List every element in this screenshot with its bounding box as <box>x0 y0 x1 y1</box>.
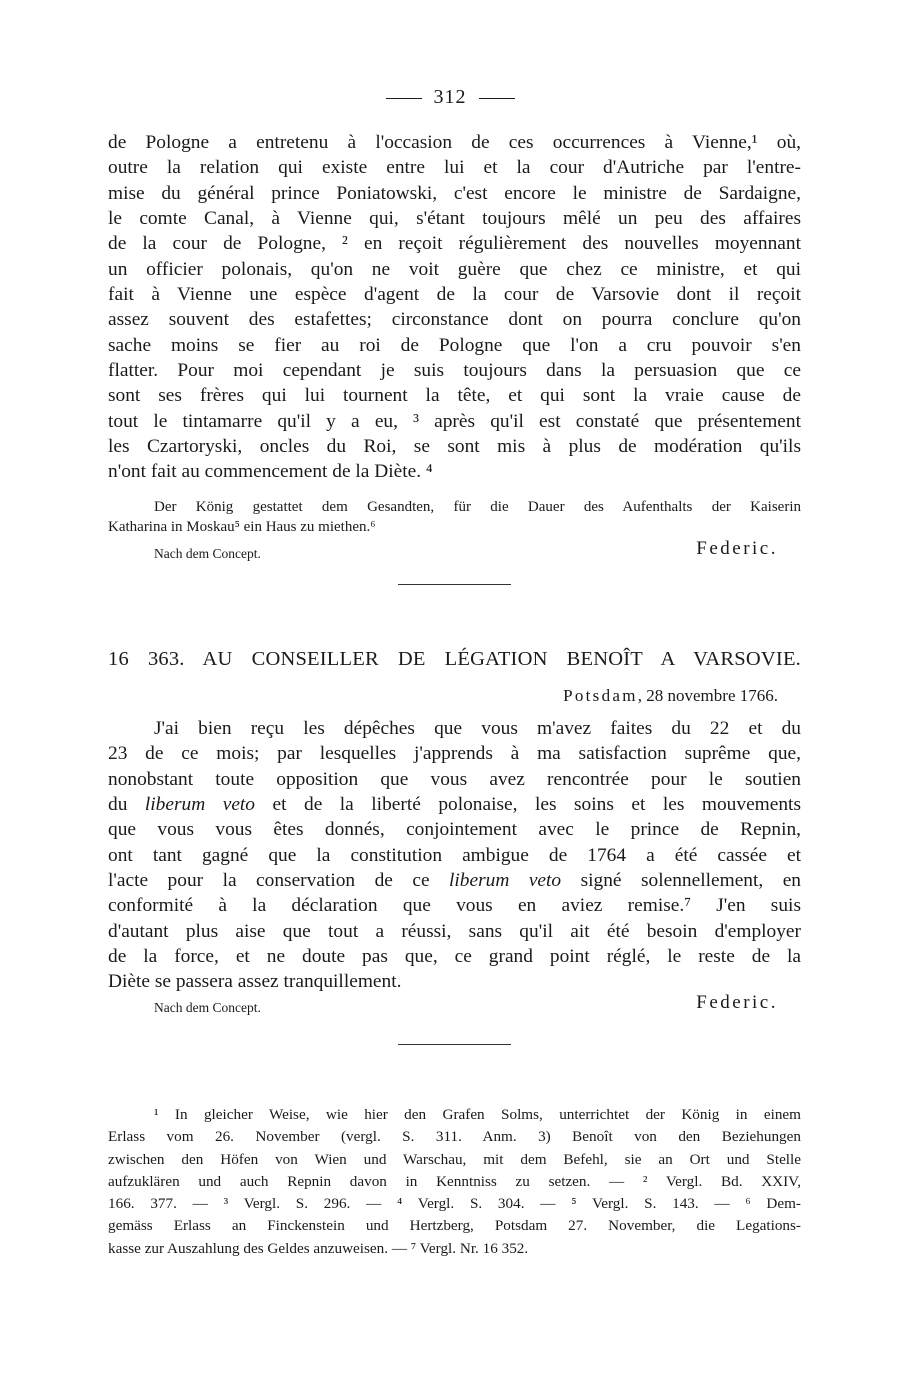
note1-lines-line: Der König gestattet dem Gesandten, für die Dauer des Aufenthalts der Kaiserin <box>154 499 801 515</box>
letter-heading: 16 363. AU CONSEILLER DE LÉGATION BENOÎT A VARSOVIE. <box>108 648 801 670</box>
para1-lines-line: outre la relation qui existe entre lui et la cour d'Autriche par l'entre- <box>108 157 801 179</box>
footnotes <box>108 1104 801 1260</box>
editor-note-1 <box>108 498 801 537</box>
para1-lines-line: fait à Vienne une espèce d'agent de la cour de Varsovie dont il reçoit <box>108 284 801 306</box>
footnote-lines-line: Erlass vom 26. November (vergl. S. 311. Anm. 3) Benoît von den Beziehungen <box>108 1128 801 1146</box>
para2-lines-line: de la force, et ne doute pas que, ce grand point réglé, le reste de la <box>108 946 801 968</box>
para1-lines-line: mise du général prince Poniatowski, c'est encore le ministre de Sardaigne, <box>108 182 801 204</box>
para1-lines-line: assez souvent des estafettes; circonstance dont on pourra conclure qu'on <box>108 309 801 331</box>
para1-lines-line: un officier polonais, qu'on ne voit guère que chez ce ministre, et qui <box>108 258 801 280</box>
concept-note-1: Nach dem Concept. <box>154 546 261 561</box>
footnote-lines-line: gemäss Erlass an Finckenstein und Hertzberg, Potsdam 27. November, die Legations- <box>108 1217 801 1235</box>
para2-lines-line: que vous vous êtes donnés, conjointement avec le prince de Repnin, <box>108 819 801 841</box>
paragraph-1 <box>108 130 801 485</box>
signature-2: Federic. <box>696 992 778 1013</box>
para2-lines-line: J'ai bien reçu les dépêches que vous m'avez faites du 22 et du <box>154 718 801 739</box>
para2-lines-line: l'acte pour la conservation de ce liberum veto signé solennellement, en <box>108 870 801 892</box>
para2-lines-line: d'autant plus aise que tout a réussi, sans qu'il ait été besoin d'employer <box>108 920 801 942</box>
signature-1: Federic. <box>696 538 778 559</box>
header-dash-right <box>479 98 515 99</box>
footnote-lines-line: zwischen den Höfen von Wien und Warschau, mit dem Befehl, sie an Ort und Stelle <box>108 1150 801 1168</box>
header-dash-left <box>386 98 422 99</box>
section-divider-2 <box>398 1044 511 1045</box>
dateline-date: , 28 novembre 1766. <box>637 686 778 705</box>
para2-lines-line: conformité à la déclaration que vous en aviez remise.⁷ J'en suis <box>108 895 801 917</box>
dateline <box>563 686 778 706</box>
para1-lines-line: sache moins se fier au roi de Pologne que l'on a cru pouvoir s'en <box>108 334 801 356</box>
note1-lines-line: Katharina in Moskau⁵ ein Haus zu miethen.⁶ <box>108 518 376 535</box>
concept-note-2: Nach dem Concept. <box>154 1000 261 1015</box>
para2-lines-line: Diète se passera assez tranquillement. <box>108 971 402 993</box>
page-number-header <box>0 86 900 109</box>
para1-lines-line: flatter. Pour moi cependant je suis toujours dans la persuasion que ce <box>108 360 801 382</box>
para1-lines-line: le comte Canal, à Vienne qui, s'étant toujours mêlé un peu des affaires <box>108 208 801 230</box>
para1-lines-line: de la cour de Pologne, ² en reçoit régulièrement des nouvelles moyennant <box>108 233 801 255</box>
section-divider-1 <box>398 584 511 585</box>
para1-lines-line: sont ses frères qui lui tournent la tête, et qui sont la vraie cause de <box>108 385 801 407</box>
paragraph-2 <box>108 716 801 995</box>
letter-body-paragraph <box>108 716 801 995</box>
para1-lines-line: n'ont fait au commencement de la Diète. ⁴ <box>108 461 433 483</box>
para2-lines-line: 23 de ce mois; par lesquelles j'apprends à ma satisfaction suprême que, <box>108 743 801 765</box>
para1-lines-line: de Pologne a entretenu à l'occasion de ces occurrences à Vienne,¹ où, <box>108 132 801 153</box>
page-number: 312 <box>433 86 467 108</box>
para2-lines-line: nonobstant toute opposition que vous avez rencontrée pour le soutien <box>108 768 801 790</box>
footnote-lines-line: kasse zur Auszahlung des Geldes anzuweisen. — ⁷ Vergl. Nr. 16 352. <box>108 1239 529 1257</box>
para1-lines-line: les Czartoryski, oncles du Roi, se sont mis à plus de modération qu'ils <box>108 436 801 458</box>
footnote-lines-line: aufzuklären und auch Repnin davon in Kenntniss zu setzen. — ² Vergl. Bd. XXIV, <box>108 1172 801 1190</box>
footnote-lines-line: ¹ In gleicher Weise, wie hier den Grafen Solms, unterrichtet der König in einem <box>154 1106 801 1123</box>
para2-lines-line: du liberum veto et de la liberté polonaise, les soins et les mouvements <box>108 794 801 816</box>
dateline-place: Potsdam <box>563 686 638 705</box>
letter-continuation-paragraph <box>108 130 801 485</box>
para1-lines-line: tout le tintamarre qu'il y a eu, ³ après qu'il est constaté que présentement <box>108 410 801 432</box>
para2-lines-line: ont tant gagné que la constitution ambigue de 1764 a été cassée et <box>108 844 801 866</box>
editor-note-text <box>108 498 801 537</box>
footnote-lines-line: 166. 377. — ³ Vergl. S. 296. — ⁴ Vergl. S. 304. — ⁵ Vergl. S. 143. — ⁶ Dem- <box>108 1195 801 1213</box>
